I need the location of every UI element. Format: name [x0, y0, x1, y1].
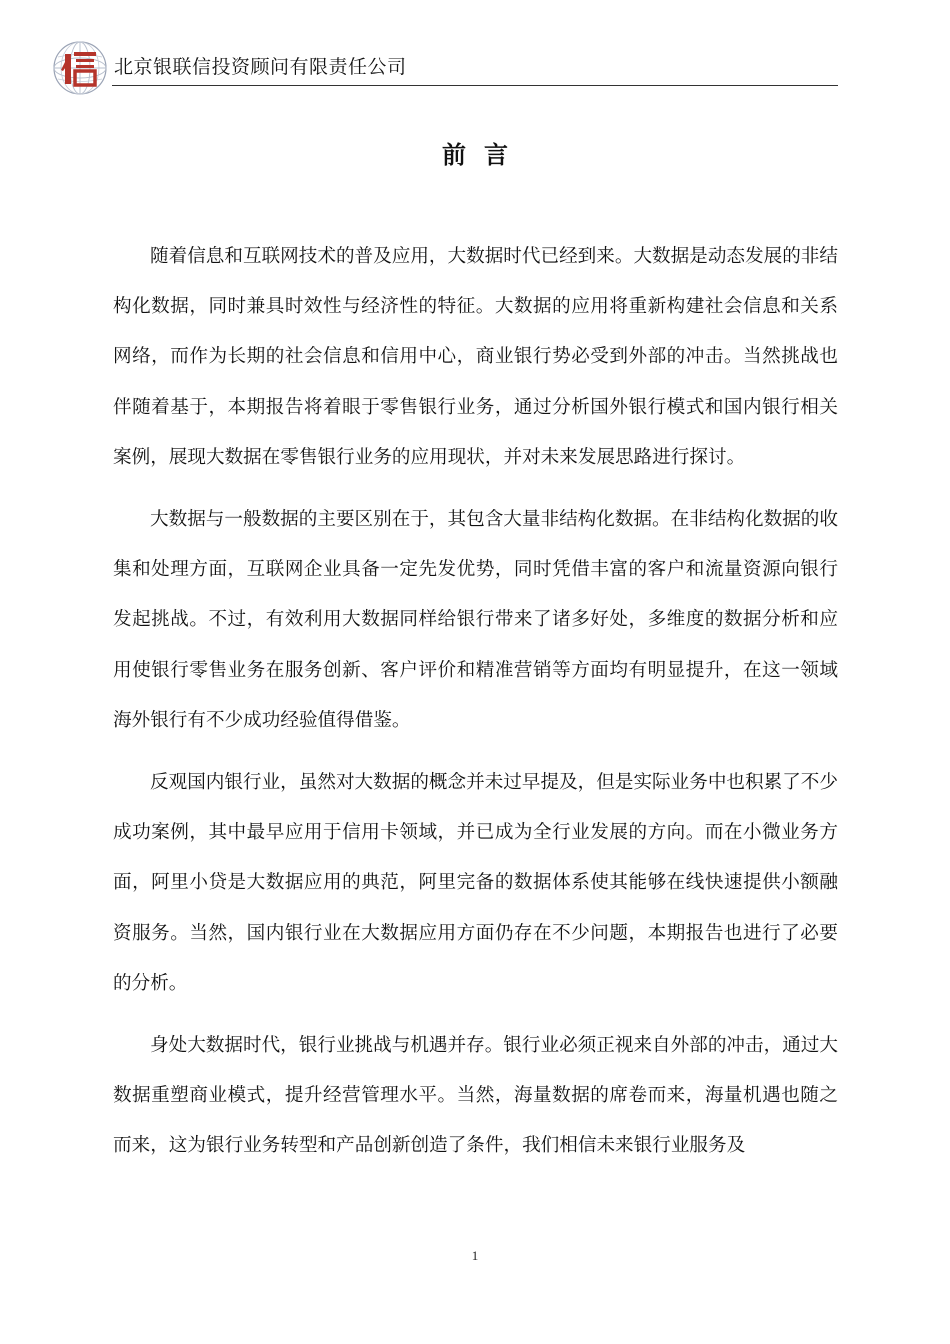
header-divider	[112, 85, 838, 86]
page-number: 1	[471, 1248, 479, 1263]
paragraph: 身处大数据时代，银行业挑战与机遇并存。银行业必须正视来自外部的冲击，通过大数据重塑商业模式，提升经营管理水平。当然，海量数据的席卷而来，海量机遇也随之而来，这为银行业务转型和产品创新创造了条件，我们相信未来银行业服务及	[113, 1035, 838, 1157]
company-name: 北京银联信投资顾问有限责任公司	[114, 56, 407, 78]
paragraph: 反观国内银行业，虽然对大数据的概念并未过早提及，但是实际业务中也积累了不少成功案例，其中最早应用于信用卡领域，并已成为全行业发展的方向。而在小微业务方面，阿里小贷是大数据应用的典范，阿里完备的数据体系使其能够在线快速提供小额融资服务。当然，国内银行业在大数据应用方面仍存在不少问题，本期报告也进行了必要的分析。	[113, 772, 838, 994]
paragraph: 大数据与一般数据的主要区别在于，其包含大量非结构化数据。在非结构化数据的收集和处理方面，互联网企业具备一定先发优势，同时凭借丰富的客户和流量资源向银行发起挑战。不过，有效利用大数据同样给银行带来了诸多好处，多维度的数据分析和应用使银行零售业务在服务创新、客户评价和精准营销等方面均有明显提升，在这一领域海外银行有不少成功经验值得借鉴。	[113, 509, 838, 731]
document-body	[113, 232, 838, 1184]
paragraph: 随着信息和互联网技术的普及应用，大数据时代已经到来。大数据是动态发展的非结构化数据，同时兼具时效性与经济性的特征。大数据的应用将重新构建社会信息和关系网络，而作为长期的社会信息和信用中心，商业银行势必受到外部的冲击。当然挑战也伴随着基于，本期报告将着眼于零售银行业务，通过分析国外银行模式和国内银行相关案例，展现大数据在零售银行业务的应用现状，并对未来发展思路进行探讨。	[113, 246, 838, 468]
page-title: 前言	[442, 141, 526, 169]
page-header	[52, 38, 838, 88]
xin-seal-globe-icon	[52, 40, 108, 96]
